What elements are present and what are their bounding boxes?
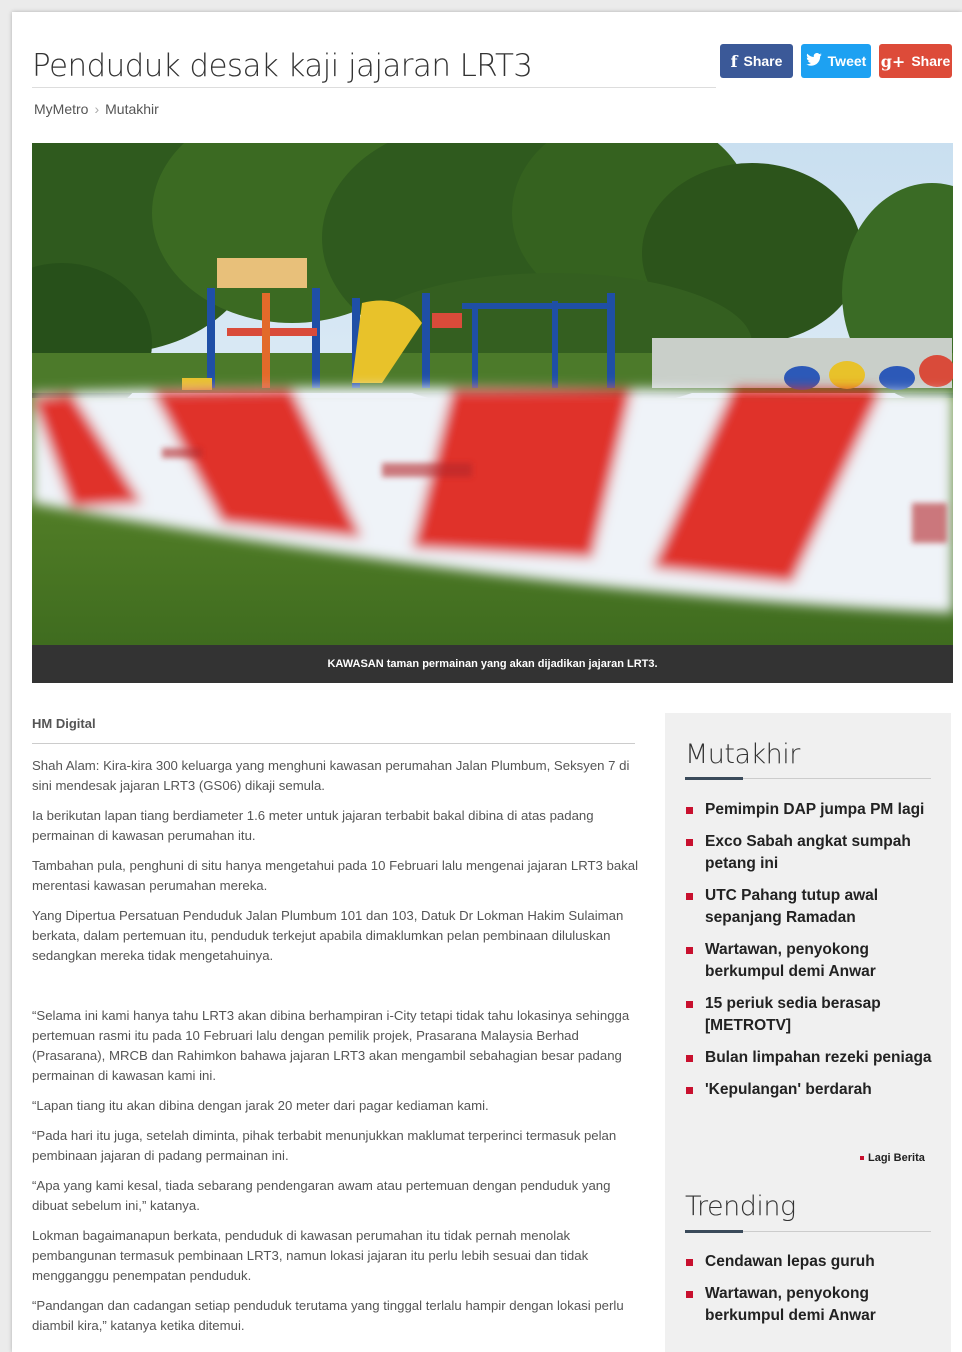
byline: HM Digital — [32, 716, 96, 731]
more-news-link[interactable] — [860, 1152, 925, 1164]
breadcrumb-item-mutakhir[interactable]: Mutakhir — [105, 101, 159, 117]
bullet-square-icon — [686, 1001, 693, 1008]
breadcrumb-item-mymetro[interactable]: MyMetro — [34, 101, 89, 117]
bullet-square-icon — [686, 893, 693, 900]
mutakhir-list — [685, 799, 945, 1111]
news-item[interactable] — [685, 1283, 945, 1327]
news-item-label: Wartawan, penyokong berkumpul demi Anwar — [705, 941, 876, 980]
news-item[interactable] — [685, 1251, 945, 1273]
bullet-square-icon — [860, 1156, 864, 1160]
share-buttons — [720, 44, 952, 78]
bullet-square-icon — [686, 839, 693, 846]
news-item[interactable] — [685, 885, 945, 929]
mutakhir-divider — [685, 778, 931, 779]
chevron-right-icon: › — [94, 101, 100, 117]
article-paragraph: “Pada hari itu juga, setelah diminta, pihak terbabit menunjukkan maklumat terperinci termasuk pelan pembinaan jajaran di padang permainan ini. — [32, 1128, 617, 1163]
facebook-share-label: Share — [743, 53, 783, 69]
news-item-label: Pemimpin DAP jumpa PM lagi — [705, 801, 925, 818]
facebook-share-button[interactable] — [720, 44, 793, 78]
page-title: Penduduk desak kaji jajaran LRT3 — [32, 48, 533, 84]
bullet-square-icon — [686, 1055, 693, 1062]
news-item[interactable] — [685, 1047, 945, 1069]
sidebar — [665, 713, 951, 1352]
article-paragraph: Yang Dipertua Persatuan Penduduk Jalan Plumbum 101 dan 103, Datuk Dr Lokman Hakim Sulaiman berkata, dalam pertemuan itu, penduduk terkejut apabila dimaklumkan pelan pembinaan diluluskan sedangkan mereka tidak mengetahuinya. — [32, 908, 624, 963]
article-body — [32, 756, 642, 1346]
news-item-label: Exco Sabah angkat sumpah petang ini — [705, 833, 911, 872]
article-paragraph: “Pandangan dan cadangan setiap penduduk terutama yang tinggal terlalu hampir dengan lokasi perlu diambil kira,” katanya ketika ditemui. — [32, 1298, 624, 1333]
more-news-label: Lagi Berita — [868, 1152, 925, 1164]
news-item-label: Cendawan lepas guruh — [705, 1253, 875, 1270]
googleplus-icon: g+ — [880, 51, 906, 71]
title-divider — [32, 87, 716, 88]
article-paragraph: Shah Alam: Kira-kira 300 keluarga yang menghuni kawasan perumahan Jalan Plumbum, Seksyen 7 di sini mendesak jajaran LRT3 (GS06) dikaji semula. — [32, 758, 630, 793]
image-caption: KAWASAN taman permainan yang akan dijadikan jajaran LRT3. — [32, 645, 953, 683]
article-paragraph: “Selama ini kami hanya tahu LRT3 akan dibina berhampiran i-City tetapi tidak tahu lokasinya sehingga pertemuan rasmi itu pada 10 Februari lalu dengan pemilik projek, Prasarana Malaysia Berhad (Prasarana), MRCB dan Rahimkon bahawa jajaran LRT3 akan mengambil sebahagian besar padang permainan di kawasan kami ini. — [32, 1008, 630, 1083]
article-paragraph: Lokman bagaimanapun berkata, penduduk di kawasan perumahan itu tidak pernah menolak pembangunan termasuk pembinaan LRT3, namun lokasi jajaran itu perlu lebih sesuai dan tidak mengganggu penempatan penduduk. — [32, 1228, 589, 1283]
trending-title: Trending — [685, 1191, 796, 1222]
news-item[interactable] — [685, 831, 945, 875]
article-paragraph: Ia berikutan lapan tiang berdiameter 1.6 meter untuk jajaran terbabit bakal dibina di atas padang permainan di kawasan perumahan itu. — [32, 808, 594, 843]
news-item[interactable] — [685, 939, 945, 983]
news-item-label: Bulan limpahan rezeki peniaga — [705, 1049, 932, 1066]
hero-image — [32, 143, 953, 683]
news-item-label: Wartawan, penyokong berkumpul demi Anwar — [705, 1285, 876, 1324]
article-paragraph: Tambahan pula, penghuni di situ hanya mengetahui pada 10 Februari lalu mengenai jajaran LRT3 bakal merentasi kawasan perumahan mereka. — [32, 858, 639, 893]
googleplus-share-label: Share — [911, 53, 951, 69]
mutakhir-title: Mutakhir — [685, 739, 800, 770]
article-card — [12, 12, 962, 1352]
article-paragraph: “Lapan tiang itu akan dibina dengan jarak 20 meter dari pagar kediaman kami. — [32, 1098, 489, 1113]
news-item-label: 15 periuk sedia berasap [METROTV] — [705, 995, 881, 1034]
googleplus-share-button[interactable] — [879, 44, 952, 78]
article-paragraph: “Apa yang kami kesal, tiada sebarang pendengaran awam atau pertemuan dengan penduduk yang dibuat sebelum ini,” katanya. — [32, 1178, 611, 1213]
twitter-icon — [806, 53, 822, 69]
byline-divider — [32, 743, 635, 744]
bullet-square-icon — [686, 947, 693, 954]
twitter-tweet-button[interactable] — [801, 44, 871, 78]
news-item[interactable] — [685, 1079, 945, 1101]
news-item[interactable] — [685, 799, 945, 821]
news-item-label: UTC Pahang tutup awal sepanjang Ramadan — [705, 887, 879, 926]
breadcrumb — [34, 101, 159, 117]
bullet-square-icon — [686, 1291, 693, 1298]
trending-list — [685, 1251, 945, 1337]
bullet-square-icon — [686, 1259, 693, 1266]
facebook-icon: f — [730, 51, 738, 71]
bullet-square-icon — [686, 807, 693, 814]
news-item-label: 'Kepulangan' berdarah — [705, 1081, 872, 1098]
news-item[interactable] — [685, 993, 945, 1037]
bullet-square-icon — [686, 1087, 693, 1094]
trending-divider — [685, 1231, 931, 1232]
twitter-tweet-label: Tweet — [827, 53, 867, 69]
